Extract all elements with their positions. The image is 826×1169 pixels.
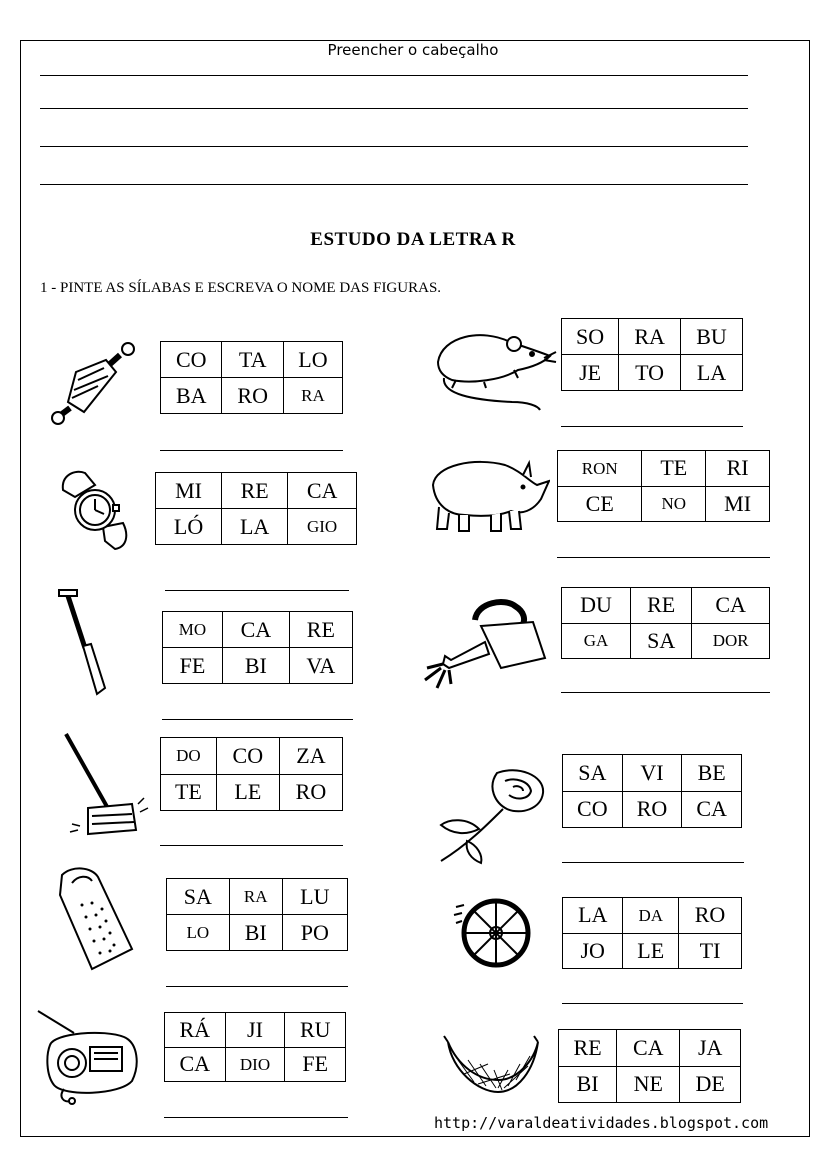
syllable[interactable]: LA [563,898,623,934]
syllable[interactable]: VI [622,755,682,792]
syllable-grid [160,341,343,414]
syllable[interactable]: MI [156,473,222,509]
syllable[interactable]: TE [642,451,706,487]
syllable[interactable]: JO [563,933,623,969]
syllable-grid [155,472,357,545]
rhinoceros-icon [425,455,550,535]
syllable[interactable]: LA [222,509,288,545]
syllable[interactable]: DE [680,1066,741,1103]
syllable[interactable]: LE [623,933,679,969]
syllable[interactable]: RE [631,588,692,624]
syllable[interactable]: DO [161,738,217,775]
syllable[interactable]: JI [225,1013,285,1048]
syllable[interactable]: SO [562,319,619,355]
answer-line[interactable] [166,986,348,987]
syllable[interactable]: DIO [225,1047,285,1082]
answer-line[interactable] [162,719,353,720]
wheel-icon [452,893,532,973]
syllable[interactable]: BI [559,1066,617,1103]
syllable-grid [162,611,353,684]
syllable[interactable]: MO [163,612,223,648]
syllable[interactable]: DU [562,588,631,624]
syllable-grid [160,737,343,811]
syllable[interactable]: DOR [692,623,770,659]
answer-line[interactable] [164,1117,348,1118]
syllable[interactable]: RE [559,1030,617,1067]
syllable[interactable]: CA [165,1047,226,1082]
answer-line[interactable] [160,450,343,451]
syllable[interactable]: RO [279,774,342,811]
header-line [40,184,748,185]
syllable[interactable]: LA [681,355,743,391]
syllable-grid [558,1029,741,1103]
syllable-grid [557,450,770,522]
syllable[interactable]: CO [216,738,279,775]
rat-icon [432,322,557,412]
syllable-grid [164,1012,346,1082]
syllable[interactable]: CA [288,473,357,509]
syllable[interactable]: CA [692,588,770,624]
syllable[interactable]: FE [163,648,223,684]
syllable[interactable]: CA [223,612,290,648]
syllable[interactable]: ZA [279,738,342,775]
syllable[interactable]: RON [558,451,642,487]
syllable[interactable]: PO [282,915,347,951]
syllable[interactable]: SA [563,755,623,792]
syllable[interactable]: JA [680,1030,741,1067]
syllable[interactable]: RE [289,612,352,648]
syllable[interactable]: DA [623,898,679,934]
syllable-grid [561,587,770,659]
syllable[interactable]: JE [562,355,619,391]
syllable[interactable]: TI [679,933,742,969]
rose-icon [437,765,552,865]
syllable[interactable]: CA [617,1030,680,1067]
syllable[interactable]: RÁ [165,1013,226,1048]
syllable[interactable]: LE [216,774,279,811]
syllable[interactable]: GIO [288,509,357,545]
instruction-text: 1 - PINTE AS SÍLABAS E ESCREVA O NOME DAS FIGURAS. [40,280,442,296]
answer-line[interactable] [561,692,770,693]
syllable[interactable]: SA [167,879,230,915]
header-line [40,146,748,147]
syllable[interactable]: SA [631,623,692,659]
rolling-pin-icon [48,340,138,425]
watering-can-icon [415,598,555,690]
syllable[interactable]: MI [706,486,770,522]
rake-icon [60,730,150,840]
grater-icon [52,865,142,975]
syllable-grid [166,878,348,951]
syllable[interactable]: RA [283,378,342,414]
wristwatch-icon [55,465,135,555]
syllable[interactable]: NE [617,1066,680,1103]
syllable[interactable]: RA [229,879,282,915]
syllable[interactable]: RI [706,451,770,487]
syllable[interactable]: LU [282,879,347,915]
syllable-grid [562,897,742,969]
syllable[interactable]: CE [558,486,642,522]
answer-line[interactable] [557,557,770,558]
syllable[interactable]: TO [619,355,681,391]
syllable[interactable]: VA [289,648,352,684]
header-title: Preencher o cabeçalho [327,41,499,59]
syllable[interactable]: RE [222,473,288,509]
syllable[interactable]: RO [679,898,742,934]
syllable[interactable]: TA [222,342,283,378]
radio-icon [24,1005,149,1105]
hammock-icon [438,1030,548,1102]
header-line [40,108,748,109]
syllable[interactable]: NO [642,486,706,522]
syllable[interactable]: CO [161,342,222,378]
syllable[interactable]: RO [222,378,283,414]
syllable[interactable]: BI [229,915,282,951]
answer-line[interactable] [160,845,343,846]
syllable[interactable]: BA [161,378,222,414]
syllable[interactable]: TE [161,774,217,811]
syllable-grid [562,754,742,828]
syllable[interactable]: CO [563,791,623,828]
answer-line[interactable] [562,862,744,863]
worksheet-title: ESTUDO DA LETRA R [310,229,516,250]
syllable[interactable]: LO [283,342,342,378]
answer-line[interactable] [561,426,743,427]
syllable[interactable]: GA [562,623,631,659]
answer-line[interactable] [165,590,349,591]
header-line [40,75,748,76]
footer-url[interactable]: http://varaldeatividades.blogspot.com [434,1114,769,1132]
syllable[interactable]: RO [622,791,682,828]
syllable[interactable]: RA [619,319,681,355]
syllable[interactable]: FE [285,1047,346,1082]
syllable[interactable]: CA [682,791,742,828]
syllable[interactable]: BU [681,319,743,355]
syllable[interactable]: BI [223,648,290,684]
syllable[interactable]: LO [167,915,230,951]
syllable[interactable]: LÓ [156,509,222,545]
answer-line[interactable] [562,1003,743,1004]
syllable[interactable]: RU [285,1013,346,1048]
syllable-grid [561,318,743,391]
oar-icon [55,588,115,700]
syllable[interactable]: BE [682,755,742,792]
